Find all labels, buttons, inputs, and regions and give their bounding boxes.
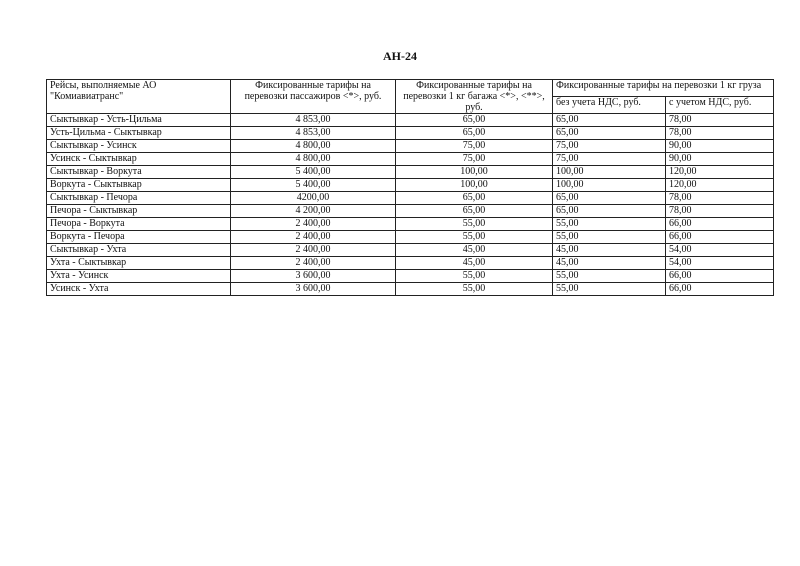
table-row (47, 153, 774, 166)
cell-baggage-tariff: 55,00 (396, 270, 553, 283)
cell-baggage-tariff: 55,00 (396, 231, 553, 244)
header-cargo-no-vat: без учета НДС, руб. (553, 97, 666, 114)
header-cargo-with-vat: с учетом НДС, руб. (666, 97, 774, 114)
cell-cargo-with-vat: 66,00 (666, 231, 774, 244)
cell-passenger-tariff: 5 400,00 (231, 166, 396, 179)
table-row (47, 127, 774, 140)
cell-route: Ухта - Сыктывкар (47, 257, 231, 270)
table-row (47, 257, 774, 270)
table-row (47, 270, 774, 283)
cell-passenger-tariff: 3 600,00 (231, 270, 396, 283)
cell-route: Сыктывкар - Печора (47, 192, 231, 205)
table-row (47, 166, 774, 179)
cell-cargo-no-vat: 45,00 (553, 257, 666, 270)
cell-cargo-with-vat: 120,00 (666, 166, 774, 179)
cell-route: Сыктывкар - Ухта (47, 244, 231, 257)
cell-baggage-tariff: 65,00 (396, 114, 553, 127)
cell-cargo-no-vat: 65,00 (553, 127, 666, 140)
cell-passenger-tariff: 2 400,00 (231, 218, 396, 231)
table-row (47, 218, 774, 231)
cell-cargo-no-vat: 55,00 (553, 231, 666, 244)
table-row (47, 179, 774, 192)
cell-route: Ухта - Усинск (47, 270, 231, 283)
cell-route: Усинск - Сыктывкар (47, 153, 231, 166)
cell-cargo-with-vat: 78,00 (666, 114, 774, 127)
cell-route: Сыктывкар - Усинск (47, 140, 231, 153)
cell-passenger-tariff: 4 853,00 (231, 114, 396, 127)
table-row (47, 231, 774, 244)
cell-cargo-with-vat: 66,00 (666, 270, 774, 283)
cell-cargo-no-vat: 65,00 (553, 205, 666, 218)
cell-baggage-tariff: 55,00 (396, 218, 553, 231)
cell-cargo-with-vat: 78,00 (666, 205, 774, 218)
cell-route: Усинск - Ухта (47, 283, 231, 296)
cell-route: Сыктывкар - Усть-Цильма (47, 114, 231, 127)
tariff-table (46, 79, 774, 296)
cell-cargo-with-vat: 90,00 (666, 140, 774, 153)
cell-baggage-tariff: 75,00 (396, 140, 553, 153)
cell-baggage-tariff: 65,00 (396, 205, 553, 218)
cell-passenger-tariff: 3 600,00 (231, 283, 396, 296)
cell-route: Печора - Воркута (47, 218, 231, 231)
cell-route: Воркута - Сыктывкар (47, 179, 231, 192)
cell-cargo-with-vat: 54,00 (666, 257, 774, 270)
cell-passenger-tariff: 5 400,00 (231, 179, 396, 192)
cell-baggage-tariff: 100,00 (396, 166, 553, 179)
cell-route: Воркута - Печора (47, 231, 231, 244)
cell-cargo-with-vat: 66,00 (666, 283, 774, 296)
cell-passenger-tariff: 4 200,00 (231, 205, 396, 218)
header-cargo-tariff: Фиксированные тарифы на перевозки 1 кг груза (553, 80, 774, 97)
cell-passenger-tariff: 2 400,00 (231, 244, 396, 257)
cell-baggage-tariff: 65,00 (396, 192, 553, 205)
table-row (47, 205, 774, 218)
header-route: Рейсы, выполняемые АО "Комиавиатранс" (47, 80, 231, 114)
table-row (47, 140, 774, 153)
cell-cargo-with-vat: 90,00 (666, 153, 774, 166)
cell-passenger-tariff: 4 800,00 (231, 153, 396, 166)
cell-cargo-no-vat: 100,00 (553, 179, 666, 192)
cell-cargo-no-vat: 65,00 (553, 114, 666, 127)
table-row (47, 283, 774, 296)
table-row (47, 114, 774, 127)
cell-route: Сыктывкар - Воркута (47, 166, 231, 179)
header-row-top (47, 80, 774, 97)
cell-cargo-with-vat: 78,00 (666, 127, 774, 140)
cell-cargo-no-vat: 55,00 (553, 283, 666, 296)
table-row (47, 192, 774, 205)
cell-baggage-tariff: 45,00 (396, 257, 553, 270)
page-title: АН-24 (383, 49, 417, 63)
cell-baggage-tariff: 65,00 (396, 127, 553, 140)
cell-cargo-no-vat: 55,00 (553, 218, 666, 231)
tariff-table-header (47, 80, 774, 114)
cell-baggage-tariff: 100,00 (396, 179, 553, 192)
tariff-table-body (47, 114, 774, 296)
cell-cargo-with-vat: 120,00 (666, 179, 774, 192)
cell-cargo-no-vat: 75,00 (553, 153, 666, 166)
cell-passenger-tariff: 2 400,00 (231, 231, 396, 244)
cell-route: Печора - Сыктывкар (47, 205, 231, 218)
cell-passenger-tariff: 4 853,00 (231, 127, 396, 140)
cell-cargo-with-vat: 66,00 (666, 218, 774, 231)
table-row (47, 244, 774, 257)
cell-passenger-tariff: 2 400,00 (231, 257, 396, 270)
cell-cargo-with-vat: 78,00 (666, 192, 774, 205)
cell-baggage-tariff: 45,00 (396, 244, 553, 257)
cell-route: Усть-Цильма - Сыктывкар (47, 127, 231, 140)
header-passenger-tariff: Фиксированные тарифы на перевозки пассажиров <*>, руб. (231, 80, 396, 114)
cell-passenger-tariff: 4200,00 (231, 192, 396, 205)
cell-cargo-no-vat: 55,00 (553, 270, 666, 283)
cell-passenger-tariff: 4 800,00 (231, 140, 396, 153)
cell-cargo-no-vat: 65,00 (553, 192, 666, 205)
cell-cargo-no-vat: 75,00 (553, 140, 666, 153)
header-baggage-tariff: Фиксированные тарифы на перевозки 1 кг багажа <*>, <**>, руб. (396, 80, 553, 114)
cell-cargo-no-vat: 100,00 (553, 166, 666, 179)
cell-cargo-no-vat: 45,00 (553, 244, 666, 257)
cell-baggage-tariff: 75,00 (396, 153, 553, 166)
cell-cargo-with-vat: 54,00 (666, 244, 774, 257)
cell-baggage-tariff: 55,00 (396, 283, 553, 296)
